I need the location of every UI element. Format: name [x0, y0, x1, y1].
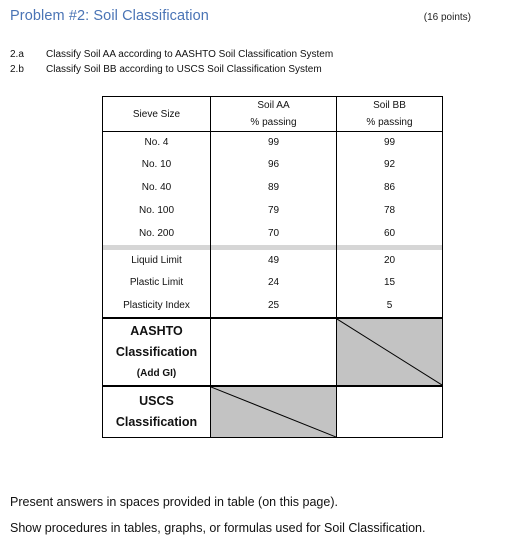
- header-soil-bb: [337, 97, 443, 132]
- soil-aa-cell: 89: [211, 176, 337, 199]
- soil-aa-cell: 49: [211, 250, 337, 271]
- aashto-classification-label: Classification: [115, 344, 198, 359]
- soil-bb-cell: 99: [337, 132, 443, 154]
- header-soil-bb-name: Soil BB: [373, 100, 406, 111]
- task-2b: [10, 64, 322, 75]
- soil-bb-cell: 78: [337, 199, 443, 222]
- aashto-label: AASHTO: [130, 323, 183, 338]
- task-text: Classify Soil AA according to AASHTO Soil Classification System: [46, 49, 334, 60]
- soil-aa-cell: 25: [211, 294, 337, 318]
- soil-aa-cell: 24: [211, 271, 337, 294]
- soil-aa-cell: 79: [211, 199, 337, 222]
- header-soil-aa: [211, 97, 337, 132]
- soil-data-table: [102, 96, 443, 438]
- uscs-label-cell: [103, 386, 211, 438]
- aashto-classification-row: [103, 318, 443, 386]
- table-row: [103, 271, 443, 294]
- soil-bb-cell: 5: [337, 294, 443, 318]
- uscs-soil-bb-answer-cell[interactable]: [337, 386, 443, 438]
- diagonal-strike-icon: [211, 387, 336, 437]
- sieve-size-cell: No. 100: [103, 199, 211, 222]
- sieve-size-cell: No. 10: [103, 153, 211, 176]
- soil-aa-cell: 96: [211, 153, 337, 176]
- aashto-soil-bb-blocked-cell: [337, 318, 443, 386]
- table-row: [103, 153, 443, 176]
- task-number: 2.a: [10, 49, 24, 60]
- uscs-label: USCS: [139, 394, 174, 408]
- aashto-gi-label: (Add GI): [136, 367, 177, 379]
- table-row: [103, 294, 443, 318]
- page-title: Problem #2: Soil Classification: [10, 8, 209, 24]
- table-row: [103, 199, 443, 222]
- limit-label-cell: Liquid Limit: [103, 250, 211, 271]
- header-soil-aa-unit: % passing: [250, 117, 297, 128]
- diagonal-strike-icon: [337, 319, 442, 385]
- instruction-note: Present answers in spaces provided in table (on this page).: [10, 495, 338, 509]
- uscs-classification-label: Classification: [115, 415, 198, 429]
- task-2a: [10, 49, 333, 60]
- soil-bb-cell: 86: [337, 176, 443, 199]
- uscs-classification-row: [103, 386, 443, 438]
- soil-bb-cell: 20: [337, 250, 443, 271]
- table-row: [103, 250, 443, 271]
- soil-aa-cell: 99: [211, 132, 337, 154]
- uscs-soil-aa-blocked-cell: [211, 386, 337, 438]
- table-row: [103, 222, 443, 245]
- soil-aa-cell: 70: [211, 222, 337, 245]
- table-row: [103, 176, 443, 199]
- soil-bb-cell: 15: [337, 271, 443, 294]
- soil-bb-cell: 92: [337, 153, 443, 176]
- table-header-row: [103, 97, 443, 132]
- task-number: 2.b: [10, 64, 24, 75]
- limit-label-cell: Plasticity Index: [103, 294, 211, 318]
- sieve-size-cell: No. 4: [103, 132, 211, 154]
- table-row: [103, 132, 443, 154]
- instruction-note: Show procedures in tables, graphs, or formulas used for Soil Classification.: [10, 521, 426, 535]
- header-soil-aa-name: Soil AA: [257, 100, 290, 111]
- header-soil-bb-unit: % passing: [366, 117, 413, 128]
- aashto-label-cell: [103, 318, 211, 386]
- header-sieve-size: Sieve Size: [103, 97, 211, 132]
- points-label: (16 points): [423, 12, 471, 23]
- sieve-size-cell: No. 40: [103, 176, 211, 199]
- sieve-size-cell: No. 200: [103, 222, 211, 245]
- task-text: Classify Soil BB according to USCS Soil Classification System: [46, 64, 322, 75]
- soil-bb-cell: 60: [337, 222, 443, 245]
- limit-label-cell: Plastic Limit: [103, 271, 211, 294]
- aashto-soil-aa-answer-cell[interactable]: [211, 318, 337, 386]
